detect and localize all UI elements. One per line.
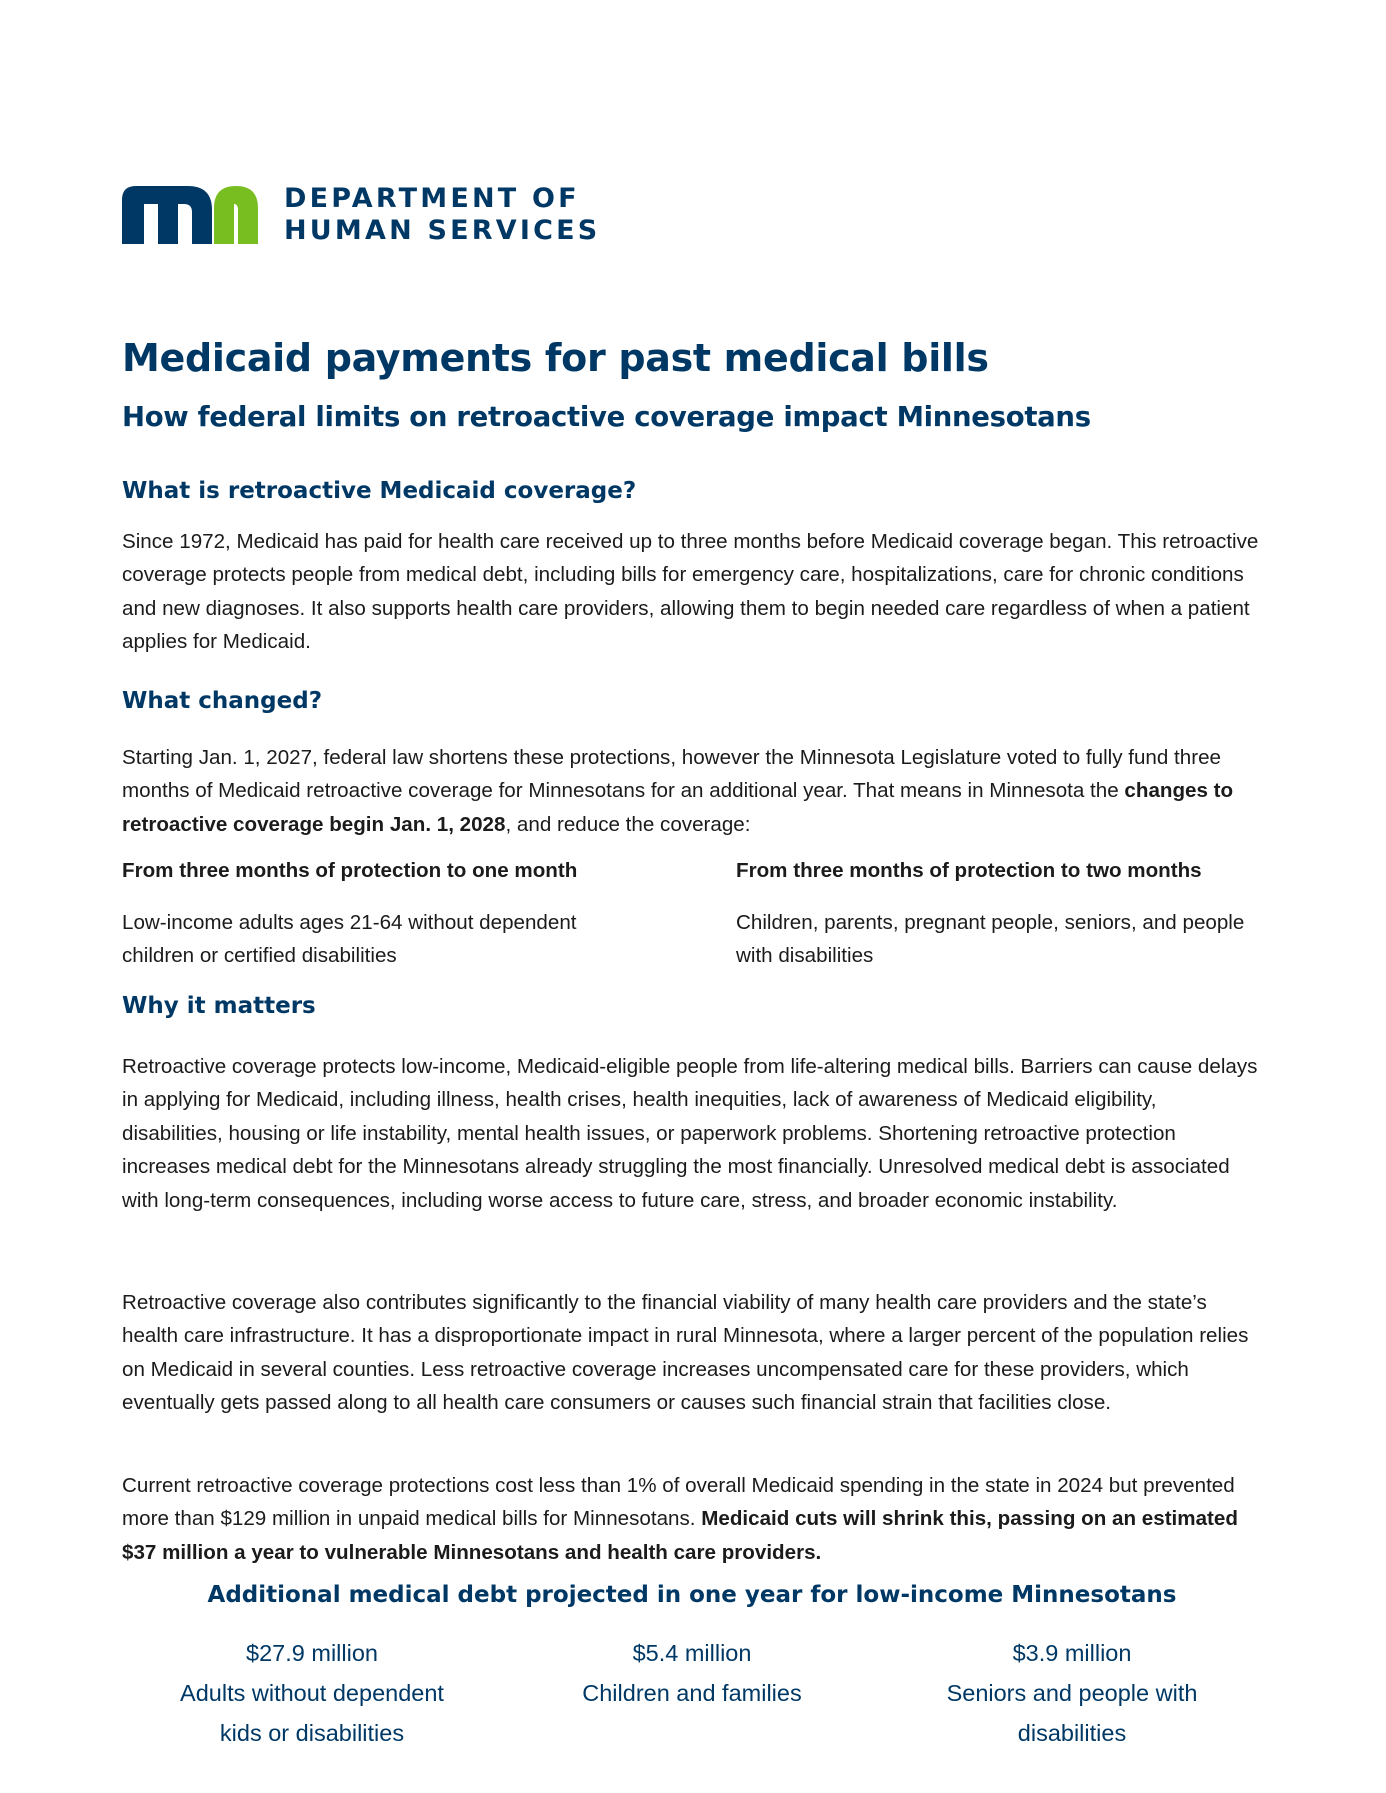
heading-what-changed: What changed? — [122, 688, 323, 714]
column-text-two-months: Children, parents, pregnant people, seniors, and people with disabilities — [736, 911, 1245, 967]
paragraph-why-1: Retroactive coverage protects low-income, Medicaid-eligible people from life-altering medical bills. Barriers can cause delays in applying for Medicaid, including illness, health crises, health inequities, lack of awareness of Medicaid eligibility, disabilities, housing or life instability, mental health issues, or paperwork problems. Shortening retroactive protection increases medical debt for the Minnesotans already struggling the most financially. Unresolved medical debt is associated with long-term consequences, including worse access to future care, stress, and broader economic instability. — [122, 1055, 1258, 1212]
paragraph-what-changed — [122, 741, 1262, 841]
column-heading-two-months: From three months of protection to two months — [736, 859, 1202, 882]
changed-text-end: , and reduce the coverage: — [505, 812, 751, 836]
why-3-text: Current retroactive coverage protections cost less than 1% of overall Medicaid spending in the state in 2024 but prevented more than $129 million in unpaid medical bills for Minnesotans. — [122, 1474, 1235, 1531]
stat-label: Adults without dependent kids or disabilities — [180, 1680, 444, 1746]
column-two-months — [736, 856, 1256, 972]
logo-line-1: DEPARTMENT OF — [284, 183, 580, 214]
why-3-bold: Medicaid cuts will shrink this, passing on an estimated $37 million a year to vulnerable Minnesotans and health care providers. — [122, 1507, 1238, 1564]
logo-line-2: HUMAN SERVICES — [284, 215, 601, 246]
stat-amount: $5.4 million — [632, 1640, 752, 1666]
stat-label: Children and families — [582, 1680, 802, 1706]
heading-why-it-matters: Why it matters — [122, 993, 316, 1019]
stat-seniors — [882, 1633, 1262, 1753]
logo-wordmark — [284, 183, 600, 247]
dhs-logo — [122, 184, 600, 246]
stat-children — [502, 1633, 882, 1713]
debt-projection-heading: Additional medical debt projected in one year for low-income Minnesotans — [207, 1582, 1177, 1608]
page-title: Medicaid payments for past medical bills — [122, 336, 989, 380]
changed-text-bold: changes to retroactive coverage begin Jan. 1, 2028 — [122, 779, 1234, 836]
stat-adults — [122, 1633, 502, 1753]
paragraph-what-is: Since 1972, Medicaid has paid for health care received up to three months before Medicaid coverage began. This retroactive coverage protects people from medical debt, including bills for emergency care, hospitalizations, care for chronic conditions and new diagnoses. It also supports health care providers, allowing them to begin needed care regardless of when a patient applies for Medicaid. — [122, 530, 1259, 654]
paragraph-why-2: Retroactive coverage also contributes significantly to the financial viability of many health care providers and the state’s health care infrastructure. It has a disproportionate impact in rural Minnesota, where a larger percent of the population relies on Medicaid in several counties. Less retroactive coverage increases uncompensated care for these providers, which eventually gets passed along to all health care consumers or causes such financial strain that facilities close. — [122, 1291, 1249, 1415]
mn-logo-icon — [122, 186, 258, 244]
column-heading-one-month: From three months of protection to one month — [122, 859, 578, 882]
changed-text-start: Starting Jan. 1, 2027, federal law shortens these protections, however the Minnesota Legislature voted to fully fund three months of Medicaid retroactive coverage for Minnesotans for an additional year. That means in Minnesota the — [122, 746, 1221, 803]
page-subtitle: How federal limits on retroactive coverage impact Minnesotans — [122, 401, 1091, 433]
stat-amount: $3.9 million — [1012, 1640, 1132, 1666]
column-one-month — [122, 856, 642, 972]
stat-label: Seniors and people with disabilities — [946, 1680, 1198, 1746]
paragraph-why-3 — [122, 1469, 1262, 1569]
column-text-one-month: Low-income adults ages 21-64 without dependent children or certified disabilities — [122, 911, 577, 967]
heading-what-is: What is retroactive Medicaid coverage? — [122, 478, 637, 504]
stat-amount: $27.9 million — [246, 1640, 378, 1666]
